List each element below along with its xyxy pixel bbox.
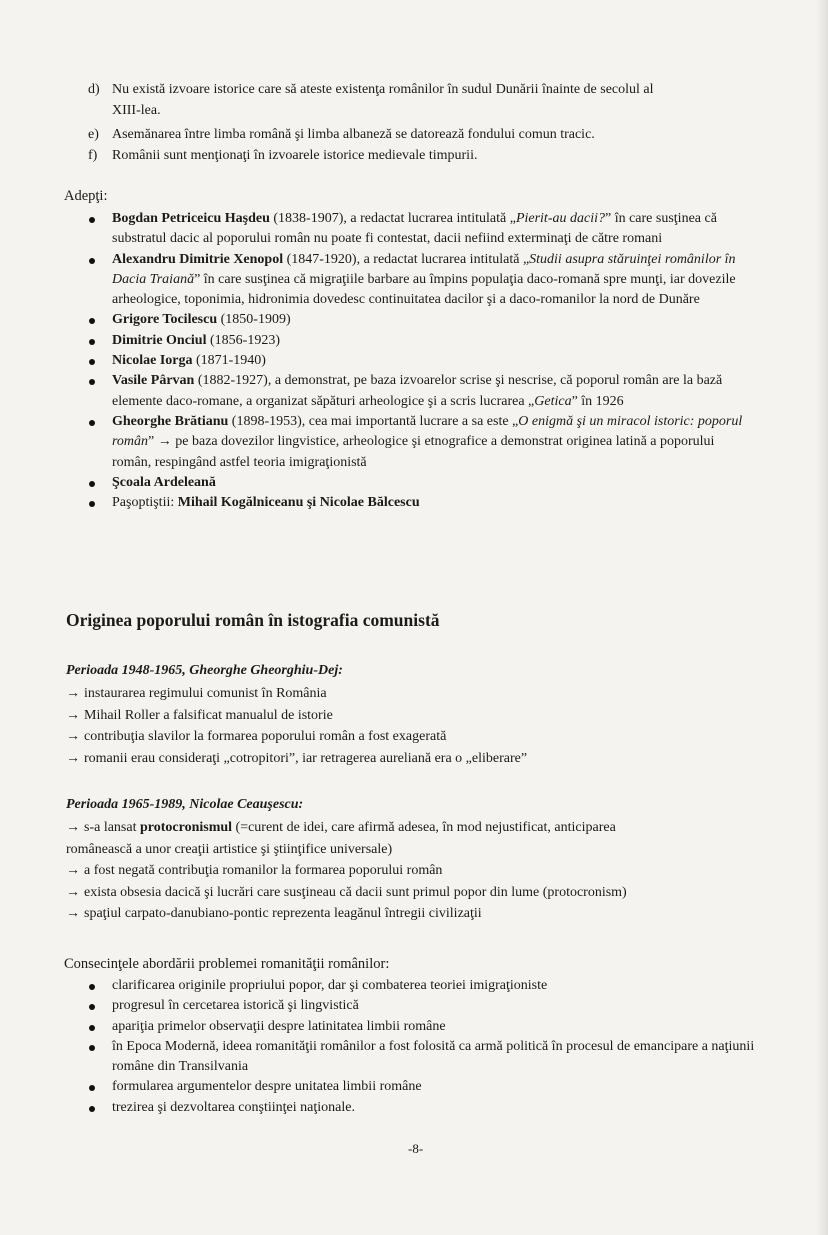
- item-letter: d): [88, 82, 100, 97]
- list-item: în Epoca Modernă, ideea romanităţii românilor a fost folosită ca armă politică în procesul de emancipare a naţiunii române din Transilvania: [86, 1037, 756, 1078]
- list-item: formularea argumentelor despre unitatea limbii române: [86, 1077, 756, 1097]
- item-text: Nu există izvoare istorice care să ateste existenţa românilor în sudul Dunării înainte de secolul al: [112, 82, 654, 97]
- bullet-icon: [89, 1025, 95, 1031]
- bullet-icon: [89, 1045, 95, 1051]
- adept-name: Gheorghe Brătianu: [112, 413, 229, 429]
- adept-rest: ” în care susţinea că substratul dacic al poporului român nu poate fi contestat, dacii nefiind exterminaţi de către romani: [112, 211, 717, 247]
- bullet-icon: [89, 1106, 95, 1112]
- adept-details: (1850-1909): [217, 312, 291, 328]
- arrow-line: → Mihail Roller a falsificat manualul de istorie: [66, 707, 333, 723]
- period-title-1: Perioada 1948-1965, Gheorghe Gheorghiu-Dej:: [66, 663, 343, 678]
- lettered-item-d-continuation: XIII-lea.: [112, 103, 161, 118]
- adept-name: Nicolae Iorga: [112, 353, 193, 369]
- list-item: [86, 473, 756, 493]
- lettered-item-d: [88, 80, 748, 101]
- adept-work: Studii asupra stăruinţei românilor în Dacia Traiană: [112, 251, 736, 287]
- item-text: Românii sunt menţionaţi în izvoarele istorice medievale timpurii.: [112, 148, 478, 163]
- adept-name: Mihail Kogălniceanu şi Nicolae Bălcescu: [177, 495, 420, 511]
- list-item: trezirea şi dezvoltarea conştiinţei naţionale.: [86, 1098, 756, 1118]
- list-item: progresul în cercetarea istorică şi lingvistică: [86, 996, 756, 1016]
- protocronism-term: protocronismul: [139, 820, 233, 835]
- arrow-line: → a fost negată contribuţia romanilor la formarea poporului român: [66, 863, 443, 879]
- page-number: -8-: [408, 1141, 424, 1156]
- consecinte-list: [86, 976, 756, 1118]
- bullet-icon: [89, 318, 95, 324]
- adept-details: (1898-1953), cea mai importantă lucrare a sa este „: [228, 413, 519, 429]
- lettered-item-e: [88, 125, 748, 146]
- list-item: [86, 209, 756, 250]
- adept-details: (1847-1920), a redactat lucrarea intitulată „: [283, 251, 530, 267]
- consecinte-label: Consecinţele abordării problemei romanităţii românilor:: [64, 956, 390, 972]
- list-item: [86, 331, 756, 351]
- bullet-icon: [89, 481, 95, 487]
- adept-rest: ” în care susţinea că migraţiile barbare au împins populaţia daco-romană spre munţi, iar dovezile arheologice, toponimia, hidronimia dovedesc continuitatea dacilor şi a daco-romanilor la nord de Dunăre: [112, 271, 736, 308]
- bullet-icon: [89, 1004, 95, 1010]
- arrow-icon: →: [66, 863, 80, 879]
- item-text: Asemănarea între limba română şi limba albaneză se datorează fondului comun tracic.: [112, 127, 595, 142]
- arrow-icon: →: [66, 729, 80, 745]
- bullet-icon: [89, 339, 95, 345]
- bullet-icon: [89, 420, 95, 426]
- adept-prefix: Paşoptiştii:: [112, 495, 178, 511]
- period-title-2: Perioada 1965-1989, Nicolae Ceauşescu:: [66, 797, 304, 812]
- bullet-icon: [89, 984, 95, 990]
- bullet-icon: [89, 501, 95, 507]
- list-item: clarificarea originile propriului popor, dar şi combaterea teoriei imigraţioniste: [86, 976, 756, 996]
- arrow-icon: →: [66, 750, 80, 766]
- bullet-icon: [89, 379, 95, 385]
- page-edge-shadow: [816, 0, 828, 1235]
- adept-details: (1856-1923): [206, 332, 280, 348]
- adept-name: Bogdan Petriceicu Haşdeu: [112, 211, 270, 226]
- adept-rest: ” → pe baza dovezilor lingvistice, arheologice şi etnografice a demonstrat originea latină a poporului român, respingând astfel teoria imigraţionistă: [112, 434, 715, 470]
- arrow-line: → instaurarea regimului comunist în România: [66, 686, 327, 701]
- adept-name: Dimitrie Onciul: [112, 332, 207, 348]
- arrow-icon: →: [66, 707, 80, 723]
- adepti-list: [86, 209, 756, 513]
- list-item: [86, 351, 756, 371]
- list-item: [86, 250, 756, 311]
- list-item: [86, 412, 756, 473]
- list-item: [86, 371, 756, 412]
- bullet-icon: [89, 258, 95, 264]
- period-2-lines: [66, 817, 766, 925]
- arrow-icon: →: [66, 884, 80, 900]
- adept-name: Alexandru Dimitrie Xenopol: [112, 251, 284, 267]
- arrow-icon: →: [66, 906, 80, 922]
- lettered-item-f: [88, 146, 748, 167]
- list-item: apariţia primelor observaţii despre latinitatea limbii române: [86, 1017, 756, 1037]
- adept-name: Şcoala Ardeleană: [112, 474, 216, 490]
- bullet-icon: [89, 217, 95, 223]
- period-1-lines: [66, 683, 766, 769]
- list-item: [86, 493, 756, 513]
- adept-details: (1838-1907), a redactat lucrarea intitulată „: [269, 211, 516, 226]
- arrow-icon: →: [66, 820, 80, 835]
- arrow-line: → exista obsesia dacică şi lucrări care susţineau că dacii sunt primul popor din lume (protocronism): [66, 884, 627, 900]
- adepti-label: Adepţi:: [64, 188, 108, 204]
- bullet-icon: [89, 1085, 95, 1091]
- arrow-line: → contribuţia slavilor la formarea poporului român a fost exagerată: [66, 729, 447, 745]
- adept-work: Pierit-au dacii?: [515, 211, 605, 226]
- adept-work: Getica: [534, 393, 572, 409]
- item-letter: f): [88, 148, 98, 163]
- arrow-line: → spaţiul carpato-danubiano-pontic reprezenta leagănul întregii civilizaţii: [66, 906, 482, 922]
- arrow-icon: →: [66, 686, 80, 701]
- arrow-line: → s-a lansat protocronismul (=curent de idei, care afirmă adesea, în mod nejustificat, anticiparea: [66, 820, 616, 835]
- adept-details: (1882-1927), a demonstrat, pe baza izvoarelor scrise şi nescrise, că poporul român are la bază elemente daco-romane, a organizat săpături arheologice şi a scris lucrarea „: [112, 373, 723, 409]
- bullet-icon: [89, 359, 95, 365]
- item-letter: e): [88, 127, 99, 142]
- adept-name: Grigore Tocilescu: [112, 312, 218, 328]
- adept-details: (1871-1940): [192, 353, 266, 369]
- arrow-line: → romanii erau consideraţi „cotropitori”, iar retragerea aureliană era o „eliberare”: [66, 750, 528, 766]
- list-item: [86, 310, 756, 330]
- adept-name: Vasile Pârvan: [112, 373, 195, 389]
- arrow-line-continuation: românească a unor creaţii artistice şi ştiinţifice universale): [66, 841, 393, 857]
- adept-work: O enigmă şi un miracol istoric: poporul român: [112, 413, 743, 450]
- adept-rest: ” în 1926: [571, 393, 624, 409]
- section-heading: Originea poporului român în istografia comunistă: [66, 610, 440, 630]
